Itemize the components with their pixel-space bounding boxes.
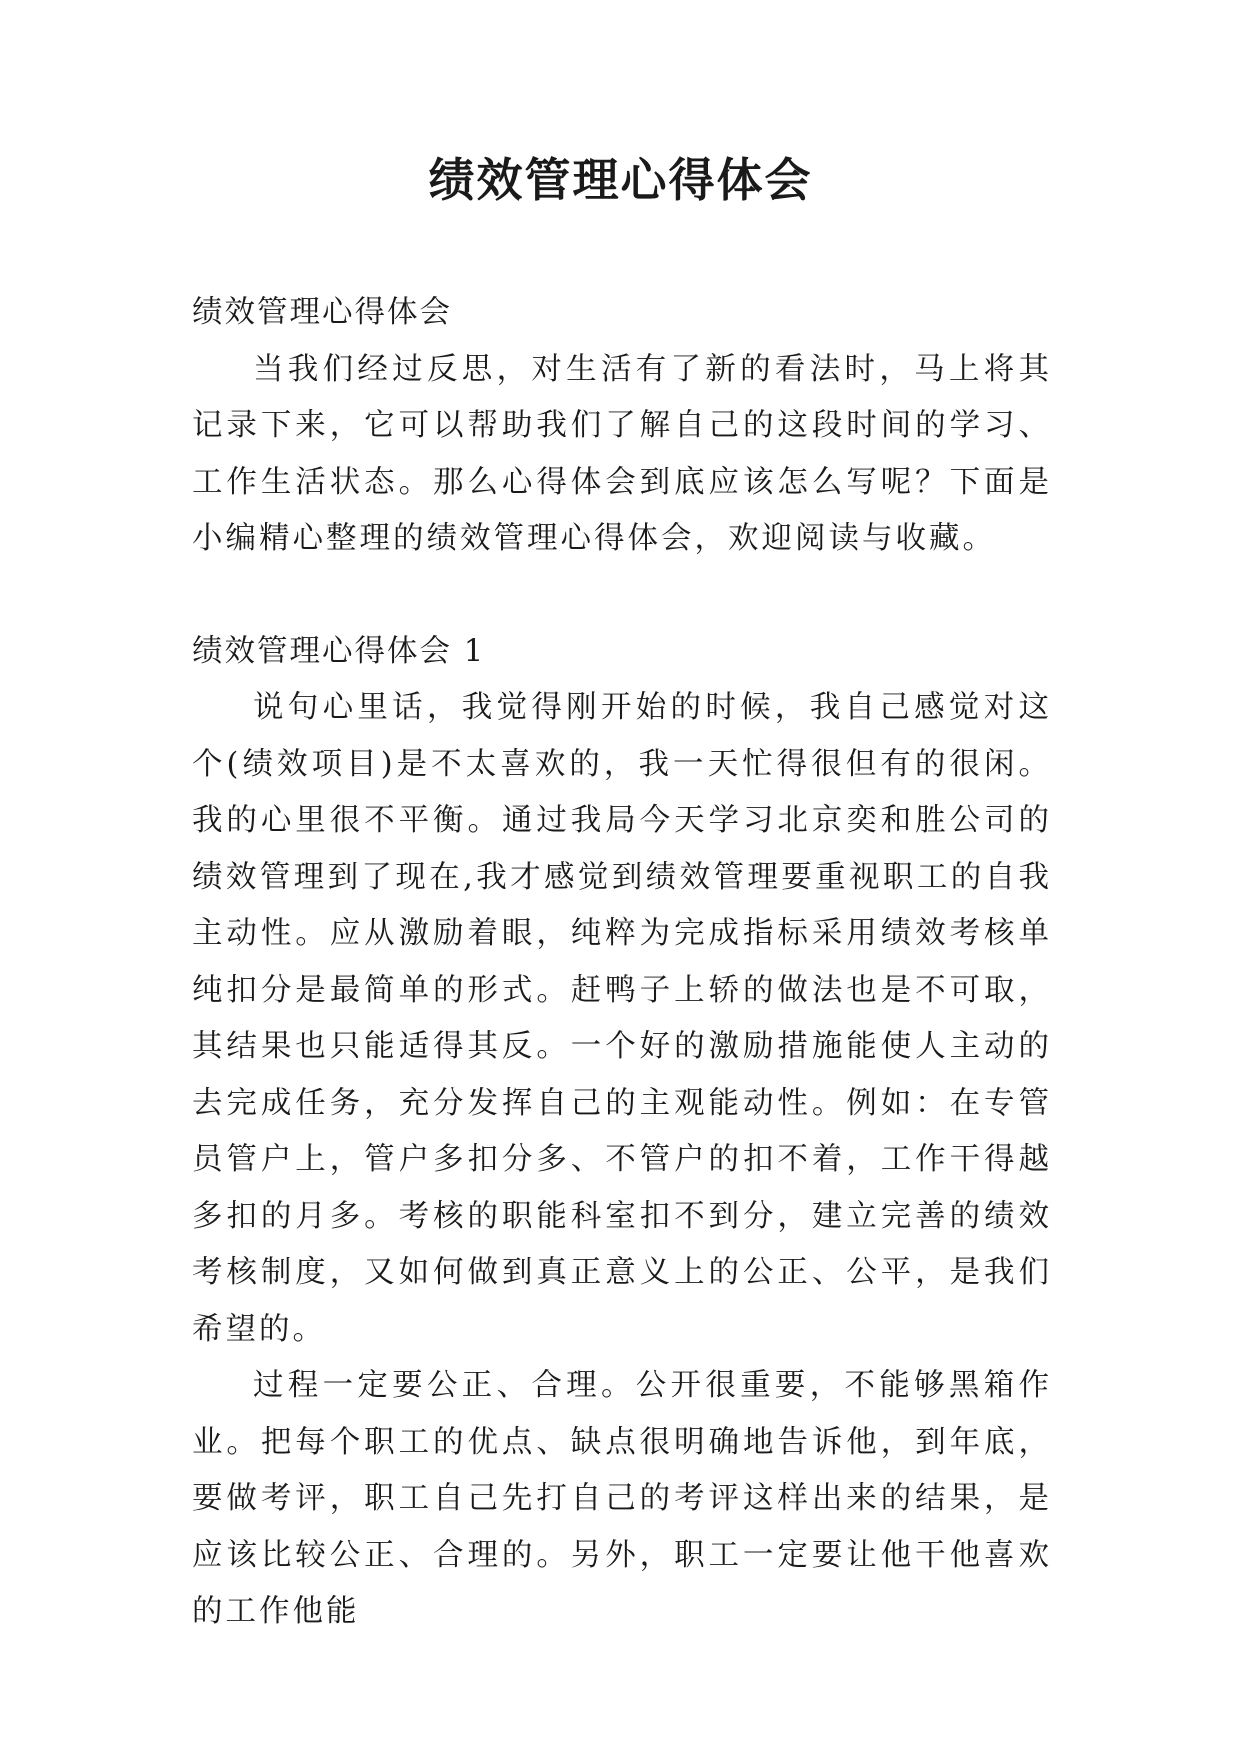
body-paragraph: 过程一定要公正、合理。公开很重要，不能够黑箱作业。把每个职工的优点、缺点很明确地告诉他，到年底，要做考评，职工自己先打自己的考评这样出来的结果，是应该比较公正、合理的。另外，职工一定要让他干他喜欢的工作他能 <box>192 1368 1052 1629</box>
section-heading: 绩效管理心得体会 1 <box>192 633 486 669</box>
document-body <box>192 285 1052 1641</box>
document-title: 绩效管理心得体会 <box>428 153 813 207</box>
document-subtitle: 绩效管理心得体会 <box>192 295 452 330</box>
intro-paragraph: 当我们经过反思，对生活有了新的看法时，马上将其记录下来，它可以帮助我们了解自己的这段时间的学习、工作生活状态。那么心得体会到底应该怎么写呢？下面是小编精心整理的绩效管理心得体会，欢迎阅读与收藏。 <box>192 351 1052 556</box>
body-paragraph: 说句心里话，我觉得刚开始的时候，我自己感觉对这个(绩效项目)是不太喜欢的，我一天忙得很但有的很闲。我的心里很不平衡。通过我局今天学习北京奕和胜公司的绩效管理到了现在,我才感觉到绩效管理要重视职工的自我主动性。应从激励着眼，纯粹为完成指标采用绩效考核单纯扣分是最简单的形式。赶鸭子上轿的做法也是不可取，其结果也只能适得其反。一个好的激励措施能使人主动的去完成任务，充分发挥自己的主观能动性。例如：在专管员管户上，管户多扣分多、不管户的扣不着，工作干得越多扣的月多。考核的职能科室扣不到分，建立完善的绩效考核制度，又如何做到真正意义上的公正、公平，是我们希望的。 <box>192 690 1052 1347</box>
section-spacer <box>192 568 1052 624</box>
